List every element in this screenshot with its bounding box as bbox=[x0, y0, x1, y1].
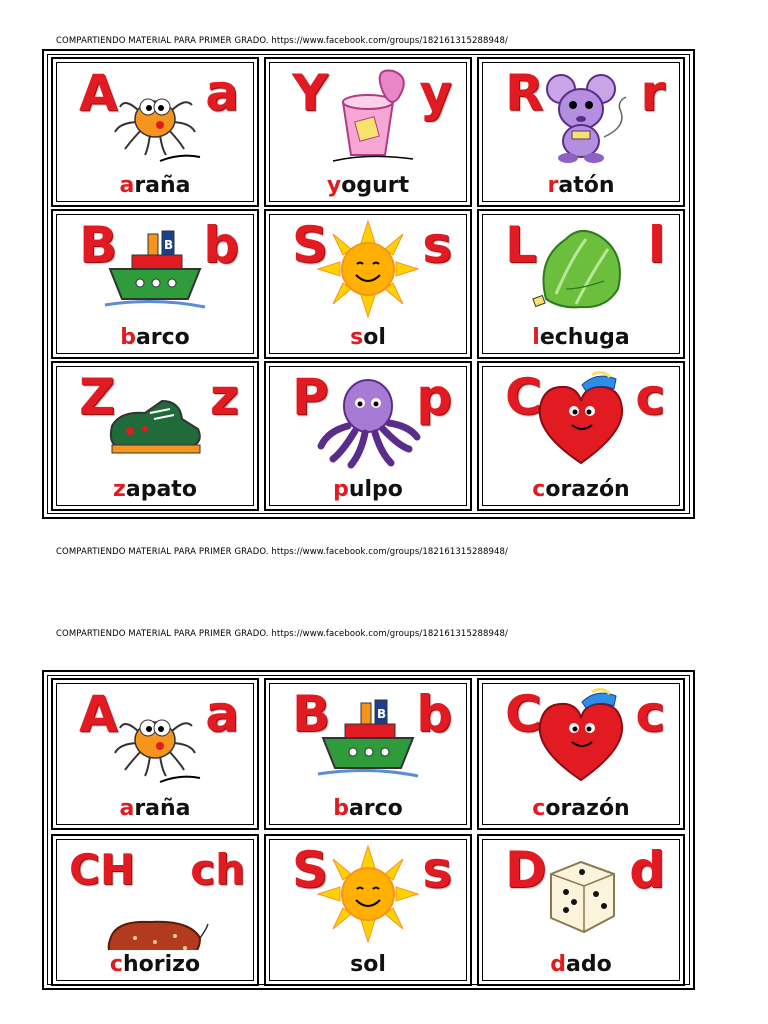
card-word bbox=[270, 796, 466, 821]
lowercase-letter: a bbox=[205, 685, 239, 743]
uppercase-letter: D bbox=[505, 841, 547, 899]
word-rest: sol bbox=[350, 952, 386, 977]
uppercase-letter: C bbox=[505, 685, 542, 743]
flashcard bbox=[51, 834, 259, 986]
word-rest: atón bbox=[558, 173, 615, 198]
uppercase-letter: A bbox=[79, 64, 118, 122]
sun-icon bbox=[313, 844, 423, 944]
flashcard bbox=[477, 834, 685, 986]
flashcard bbox=[477, 361, 685, 511]
lowercase-letter: s bbox=[422, 841, 452, 899]
word-rest: arco bbox=[348, 796, 403, 821]
lowercase-letter: l bbox=[647, 216, 665, 274]
word-initial-letter: c bbox=[532, 796, 546, 821]
lowercase-letter: a bbox=[205, 64, 239, 122]
word-rest: raña bbox=[134, 173, 191, 198]
flashcard bbox=[477, 209, 685, 359]
word-initial-letter: d bbox=[550, 952, 567, 977]
card-word bbox=[57, 952, 253, 977]
card-word bbox=[57, 796, 253, 821]
page-header-1: COMPARTIENDO MATERIAL PARA PRIMER GRADO. https://www.facebook.com/groups/182161315288948/ bbox=[56, 36, 508, 46]
uppercase-letter: C bbox=[505, 368, 542, 426]
flashcard bbox=[264, 209, 472, 359]
flashcard bbox=[477, 57, 685, 207]
uppercase-letter: R bbox=[505, 64, 544, 122]
heart-icon bbox=[526, 371, 636, 471]
word-rest: ado bbox=[566, 952, 612, 977]
word-initial-letter: l bbox=[532, 325, 540, 350]
lettuce-icon bbox=[526, 219, 636, 319]
word-rest: ogurt bbox=[341, 173, 410, 198]
card-word bbox=[57, 325, 253, 350]
flashcard bbox=[477, 678, 685, 830]
word-rest: horizo bbox=[122, 952, 201, 977]
word-rest: raña bbox=[134, 796, 191, 821]
word-initial-letter: s bbox=[350, 325, 364, 350]
card-word bbox=[483, 173, 679, 198]
lowercase-letter: c bbox=[635, 685, 665, 743]
flashcard bbox=[264, 834, 472, 986]
lowercase-letter: d bbox=[629, 841, 665, 899]
card-word bbox=[483, 952, 679, 977]
word-initial-letter: r bbox=[547, 173, 559, 198]
sun-icon bbox=[313, 219, 423, 319]
word-rest: apato bbox=[125, 477, 197, 502]
word-initial-letter: y bbox=[326, 173, 342, 198]
uppercase-letter: A bbox=[79, 685, 118, 743]
word-rest: ol bbox=[363, 325, 386, 350]
uppercase-letter: B bbox=[292, 685, 331, 743]
card-word bbox=[57, 173, 253, 198]
flashcard bbox=[51, 361, 259, 511]
flashcard bbox=[51, 57, 259, 207]
card-word bbox=[483, 796, 679, 821]
card-word bbox=[270, 477, 466, 502]
uppercase-letter: S bbox=[292, 841, 329, 899]
uppercase-letter: Y bbox=[292, 64, 329, 122]
card-word bbox=[270, 173, 466, 198]
uppercase-letter: CH bbox=[69, 845, 135, 894]
lowercase-letter: b bbox=[203, 216, 239, 274]
word-initial-letter: c bbox=[109, 952, 123, 977]
shoe-icon bbox=[100, 371, 210, 471]
lowercase-letter: z bbox=[209, 368, 239, 426]
word-initial-letter: p bbox=[333, 477, 349, 502]
page-header-3: COMPARTIENDO MATERIAL PARA PRIMER GRADO. https://www.facebook.com/groups/182161315288948/ bbox=[56, 629, 508, 639]
flashcard bbox=[264, 678, 472, 830]
lowercase-letter: s bbox=[422, 216, 452, 274]
word-rest: echuga bbox=[539, 325, 630, 350]
lowercase-letter: b bbox=[416, 685, 452, 743]
word-rest: orazón bbox=[545, 796, 630, 821]
card-word bbox=[483, 477, 679, 502]
flashcard bbox=[264, 361, 472, 511]
svg-text:B: B bbox=[377, 707, 387, 721]
page-header-2: COMPARTIENDO MATERIAL PARA PRIMER GRADO. https://www.facebook.com/groups/182161315288948/ bbox=[56, 547, 508, 557]
word-rest: orazón bbox=[545, 477, 630, 502]
uppercase-letter: Z bbox=[79, 368, 116, 426]
word-rest: arco bbox=[135, 325, 190, 350]
card-word bbox=[270, 325, 466, 350]
lowercase-letter: r bbox=[640, 64, 665, 122]
uppercase-letter: L bbox=[505, 216, 537, 274]
flashcard bbox=[51, 678, 259, 830]
flashcard bbox=[51, 209, 259, 359]
heart-icon bbox=[526, 688, 636, 788]
word-initial-letter: a bbox=[119, 173, 135, 198]
lowercase-letter: y bbox=[419, 64, 452, 122]
lowercase-letter: c bbox=[635, 368, 665, 426]
yogurt-icon bbox=[313, 67, 423, 167]
word-initial-letter: a bbox=[119, 796, 135, 821]
svg-text:B: B bbox=[164, 238, 174, 252]
uppercase-letter: P bbox=[292, 368, 329, 426]
lowercase-letter: ch bbox=[190, 845, 245, 894]
card-word bbox=[483, 325, 679, 350]
word-initial-letter: b bbox=[120, 325, 136, 350]
word-rest: ulpo bbox=[348, 477, 403, 502]
word-initial-letter: z bbox=[113, 477, 126, 502]
card-word bbox=[270, 952, 466, 977]
word-initial-letter: b bbox=[333, 796, 349, 821]
uppercase-letter: S bbox=[292, 216, 329, 274]
card-word bbox=[57, 477, 253, 502]
uppercase-letter: B bbox=[79, 216, 118, 274]
lowercase-letter: p bbox=[416, 368, 452, 426]
octopus-icon bbox=[313, 371, 423, 471]
word-initial-letter: c bbox=[532, 477, 546, 502]
flashcard bbox=[264, 57, 472, 207]
